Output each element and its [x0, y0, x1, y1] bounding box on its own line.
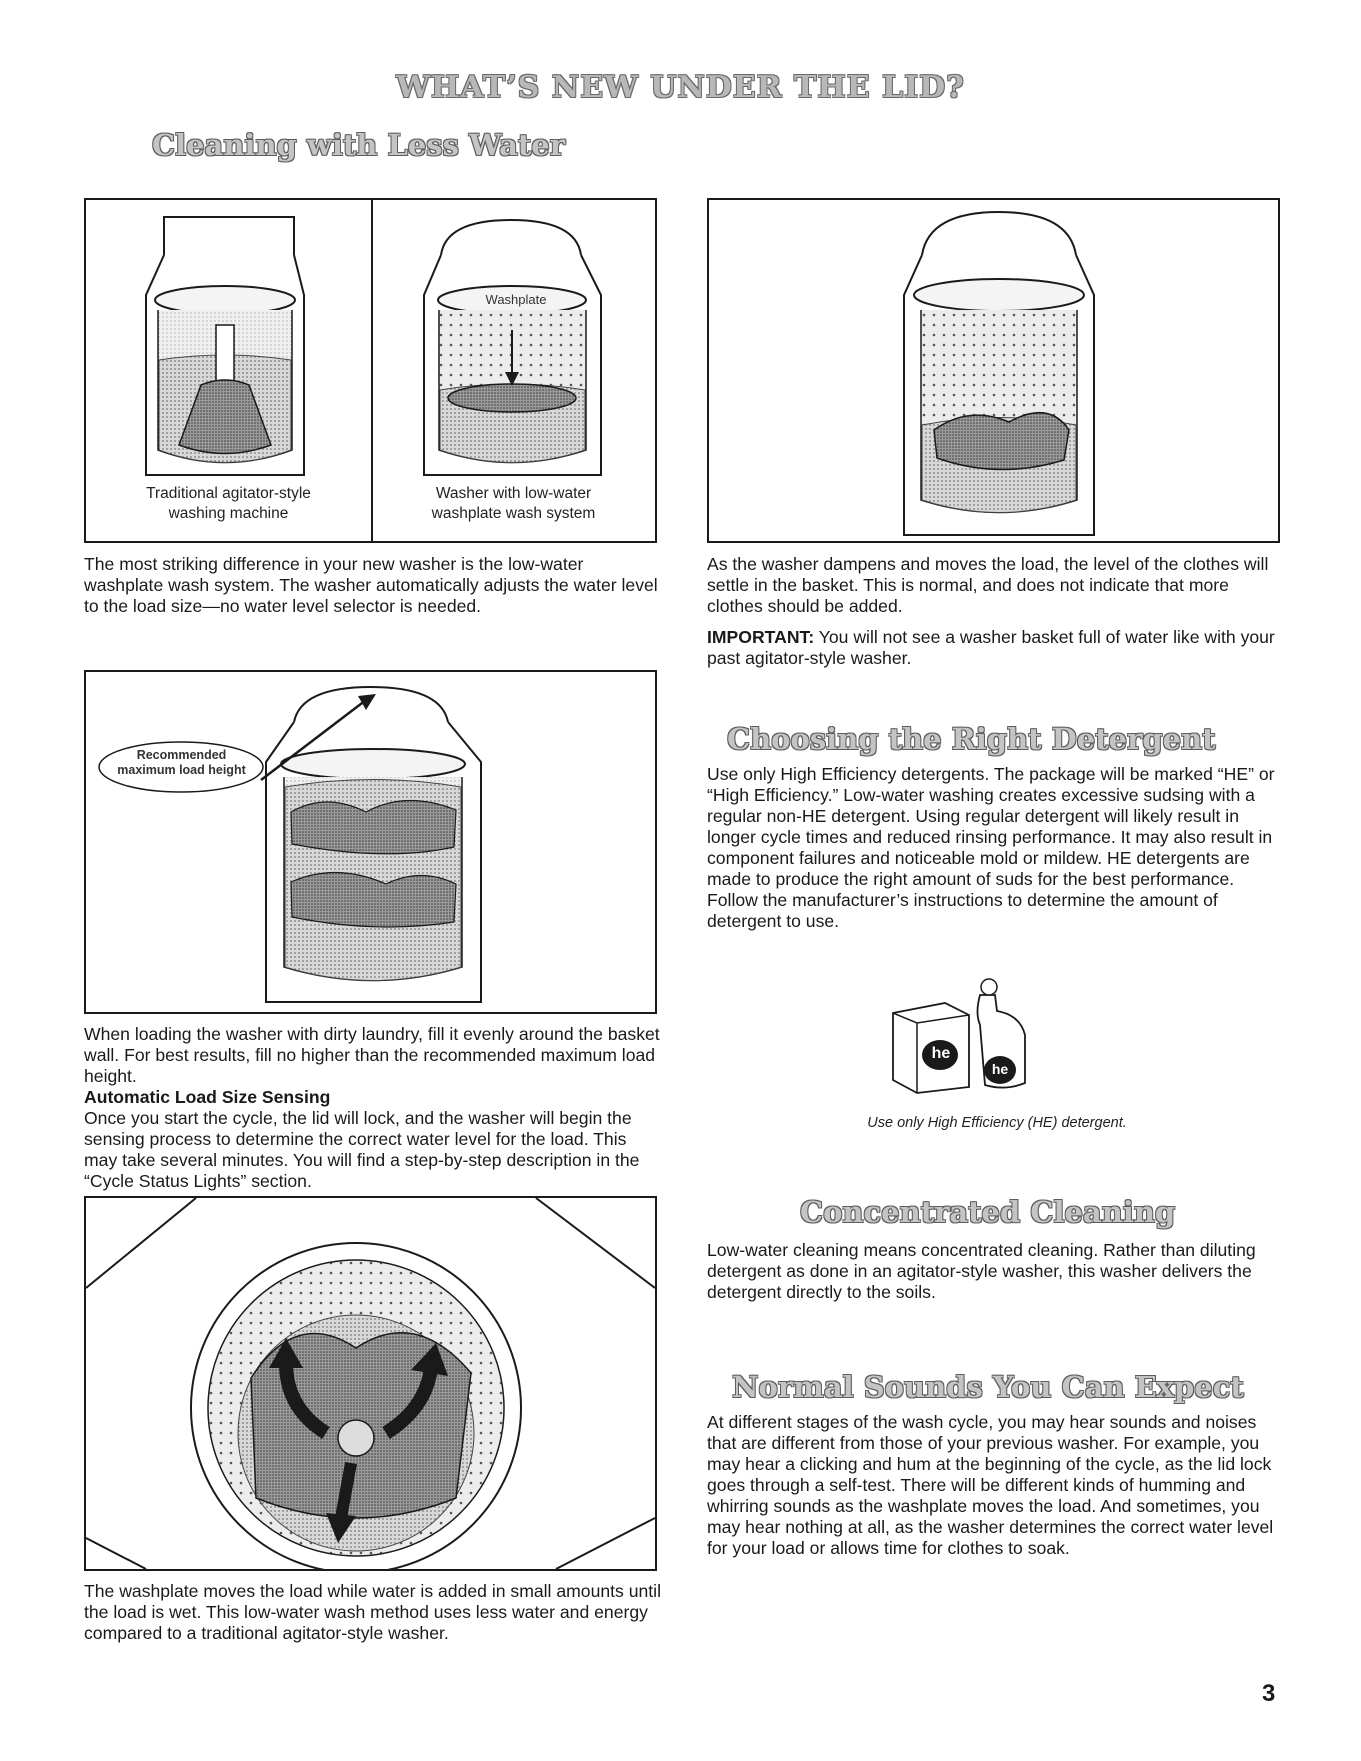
page-title: WHAT’S NEW UNDER THE LID?: [396, 70, 965, 105]
washplate-washer-illustration: [424, 220, 601, 475]
he-detergent-products-icon: [885, 975, 1065, 1095]
paragraph-sounds: At different stages of the wash cycle, you may hear sounds and noises that are different from those of your previous washer. For example, you may hear a clicking and hum at the beginning of the cycle, as the lid lock goes through a self-test. There will be different kinds of humming and whirring sounds as the washplate moves the load. And sometimes, you may hear nothing at all, as the washer determines the correct water level for your load or allows time for clothes to soak.: [707, 1412, 1274, 1558]
page-number: 3: [1262, 1680, 1276, 1707]
paragraph-detergent: Use only High Efficiency detergents. The package will be marked “HE” or “High Efficiency.” Low-water washing creates excessive sudsing with a regular non-HE detergent. Using regular detergent will likely result in longer cycle times and reduced rinsing performance. It may also result in component failures and noticeable mold or mildew. HE detergents are made to produce the right amount of suds for the best performance. Follow the manufacturer’s instructions to determine the amount of detergent to use.: [707, 764, 1275, 931]
section-title-sounds: Normal Sounds You Can Expect: [732, 1370, 1244, 1404]
paragraph-loading: When loading the washer with dirty laundry, fill it evenly around the basket wall. For best results, fill no higher than the recommended maximum load height.: [84, 1024, 660, 1086]
detergent-caption: Use only High Efficiency (HE) detergent.: [867, 1115, 1127, 1131]
agitator-washer-illustration: [146, 217, 304, 475]
caption-agitator: Traditional agitator-style washing machine: [146, 485, 311, 522]
settled-load-illustration: [709, 200, 1278, 541]
he-detergent-illustration: [885, 975, 1065, 1095]
automatic-load-size-heading: Automatic Load Size Sensing: [84, 1087, 331, 1107]
he-logo-box: he: [931, 1045, 951, 1062]
important-note: IMPORTANT: You will not see a washer basket full of water like with your past agitator-style washer.: [707, 627, 1275, 668]
important-label: IMPORTANT:: [707, 627, 815, 647]
settled-load-figure: [707, 198, 1280, 543]
paragraph-concentrated: Low-water cleaning means concentrated cleaning. Rather than diluting detergent as done in an agitator-style washer, this washer delivers the detergent directly to the soils.: [707, 1240, 1256, 1302]
load-height-figure: [84, 670, 657, 1014]
section-title-concentrated: Concentrated Cleaning: [800, 1195, 1176, 1229]
washplate-motion-figure: [84, 1196, 657, 1571]
section-title-cleaning-less-water: Cleaning with Less Water: [152, 128, 566, 162]
recommended-load-height-label: Recommended maximum load height: [117, 748, 246, 777]
section-title-detergent: Choosing the Right Detergent: [727, 722, 1216, 756]
washer-comparison-illustration: [86, 200, 655, 480]
caption-washplate: Washer with low-water washplate wash system: [431, 485, 596, 522]
paragraph-clothes-settle: As the washer dampens and moves the load, the level of the clothes will settle in the basket. This is normal, and does not indicate that more clothes should be added.: [707, 554, 1269, 616]
washplate-motion-illustration: [86, 1198, 655, 1569]
paragraph-washplate-system: The most striking difference in your new washer is the low-water washplate wash system. The washer automatically adjusts the water level to the load size—no water level selector is needed.: [84, 554, 658, 616]
washer-comparison-figure: [84, 198, 657, 543]
paragraph-sensing: Once you start the cycle, the lid will lock, and the washer will begin the sensing process to determine the correct water level for the load. This may take several minutes. You will find a step-by-step description in the “Cycle Status Lights” section.: [84, 1108, 640, 1191]
washplate-label: Washplate: [485, 292, 547, 307]
he-logo-bottle: he: [991, 1061, 1009, 1077]
paragraph-washplate-moves: The washplate moves the load while water is added in small amounts until the load is wet. This low-water wash method uses less water and energy compared to a traditional agitator-style washer.: [84, 1581, 661, 1643]
load-height-illustration: [86, 672, 655, 1012]
